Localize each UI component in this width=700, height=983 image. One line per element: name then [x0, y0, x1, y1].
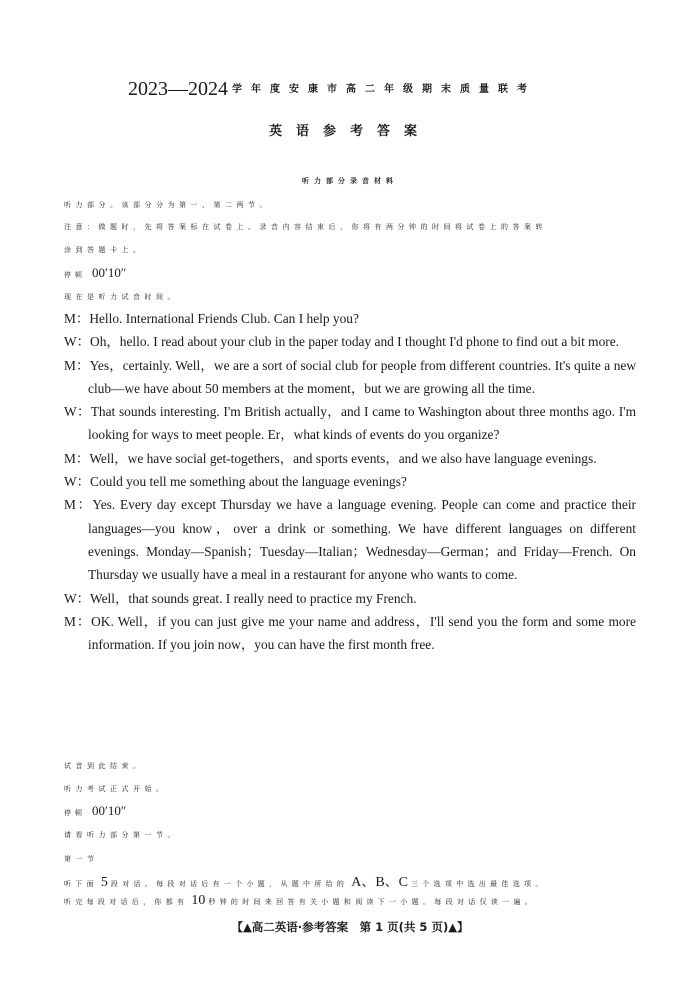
trial-start-note: 现在是听力试音时间。: [64, 293, 179, 301]
speaker-label: M: [64, 613, 76, 629]
pause-label: 停顿: [64, 809, 86, 817]
pause-value: 00′10″: [92, 265, 127, 280]
dialogue-turn: W：Could you tell me something about the language evenings?: [64, 474, 407, 490]
turn-text: Oh，hello. I read about your club in the paper today and I thought I'd phone to find out a bit more.: [90, 334, 620, 350]
speaker-label: M: [64, 357, 76, 373]
seconds-count: 10: [191, 893, 206, 908]
pause-label: 停顿: [64, 271, 86, 279]
turn-text: Hello. International Friends Club. Can I help you?: [89, 311, 359, 326]
speaker-label: M: [64, 311, 76, 326]
turn-text: Yes. Every day except Thursday we have a language evening. People can come and practice their languages—you know，over a drink or something. We have different languages on different evenings. Monday—Spanish；Tuesday—Italian；Wednesday—German；and Friday—French. On Thursday we usually have a meal in a restaurant for anyone who wants to come.: [88, 497, 636, 583]
dialogue: [64, 307, 636, 656]
pause-timer: [64, 262, 126, 281]
section-one-instruction-2: [64, 893, 536, 909]
dialog-count: 5: [100, 875, 108, 890]
dialogue-turn: M：Well，we have social get-togethers，and sports events，and we also have language evenings.: [64, 450, 597, 466]
instruction-text: 听完每段对话后，你都有: [64, 898, 189, 906]
page-footer: 【▲高二英语·参考答案 第 1 页(共 5 页)▲】: [231, 920, 469, 934]
instruction-text: 秒钟的时间来回答有关小题和阅读下一小题。每段对话仅读一遍。: [208, 898, 537, 906]
option-letters: A、B、C: [351, 875, 409, 890]
turn-text: Could you tell me something about the language evenings?: [90, 474, 407, 490]
section-title: 听力部分录音材料: [302, 177, 398, 185]
pause-value: 00′10″: [92, 803, 127, 818]
instruction-line-2: 注意：做题时，先将答案标在试卷上。录音内容结束后，你将有两分钟的时间将试卷上的答案转: [64, 223, 547, 231]
dialogue-turn: W：That sounds interesting. I'm British actually，and I came to Washington about three months ago. I'm looking for ways to meet people. Er，what kinds of events do you organize?: [64, 404, 637, 443]
speaker-label: M: [64, 450, 76, 466]
title-text: 学年度安康市高二年级期末质量联考: [232, 84, 536, 95]
turn-text: Well，we have social get-togethers，and sports events，and we also have language evenings.: [89, 450, 597, 466]
trial-end-note: 试音到此结束。: [64, 762, 145, 770]
instruction-text: 听下面: [64, 880, 98, 888]
turn-text: OK. Well，if you can just give me your name and address，I'll send you the form and some more information. If you join now，you can have the first month free.: [88, 613, 637, 653]
pause-timer-2: [64, 800, 126, 819]
instruction-line-1: 听力部分。该部分分为第一、第二两节。: [64, 201, 271, 209]
speaker-label: W: [64, 474, 77, 490]
exam-title: [128, 78, 536, 101]
turn-text: That sounds interesting. I'm British actually，and I came to Washington about three months ago. I'm looking for ways to meet people. Er，what kinds of events do you organize?: [88, 404, 637, 443]
speaker-label: M: [64, 497, 76, 513]
speaker-label: W: [64, 404, 77, 420]
speaker-label: W: [64, 334, 77, 350]
dialogue-turn: W：Oh，hello. I read about your club in the paper today and I thought I'd phone to find out a bit more.: [64, 334, 620, 350]
turn-text: Well，that sounds great. I really need to practice my French.: [90, 590, 417, 606]
page-subtitle: 英语参考答案: [268, 124, 431, 139]
turn-text: Yes，certainly. Well，we are a sort of social club for people from different countries. It's quite a new club—we have about 50 members at the moment，but we are growing all the time.: [88, 357, 637, 396]
dialogue-turn: W：Well，that sounds great. I really need to practice my French.: [64, 590, 417, 606]
dialogue-turn: M：Yes. Every day except Thursday we have a language evening. People can come and practice their languages—you know，over a drink or something. We have different languages on different evenings. Monday—Spanish；Tuesday—Italian；Wednesday—German；and Friday—French. On Thursday we usually have a meal in a restaurant for anyone who wants to come.: [64, 497, 636, 583]
instruction-line-3: 涂到答题卡上。: [64, 246, 145, 254]
title-years: 2023—2024: [128, 78, 228, 100]
instruction-text: 段对话。每段对话后有一个小题，从题中所给的: [110, 880, 349, 888]
section-one-instruction-1: [64, 871, 547, 891]
part-one-note: 请看听力部分第一节。: [64, 831, 179, 839]
speaker-label: W: [64, 590, 77, 606]
section-one-heading: 第一节: [64, 855, 99, 863]
dialogue-turn: M：OK. Well，if you can just give me your name and address，I'll send you the form and some more information. If you join now，you can have the first month free.: [64, 613, 637, 653]
dialogue-turn: M：Hello. International Friends Club. Can I help you?: [64, 311, 359, 326]
exam-start-note: 听力考试正式开始。: [64, 785, 168, 793]
instruction-text: 三个选项中选出最佳选项。: [411, 880, 547, 888]
dialogue-turn: M：Yes，certainly. Well，we are a sort of social club for people from different countries. It's quite a new club—we have about 50 members at the moment，but we are growing all the time.: [64, 357, 637, 396]
